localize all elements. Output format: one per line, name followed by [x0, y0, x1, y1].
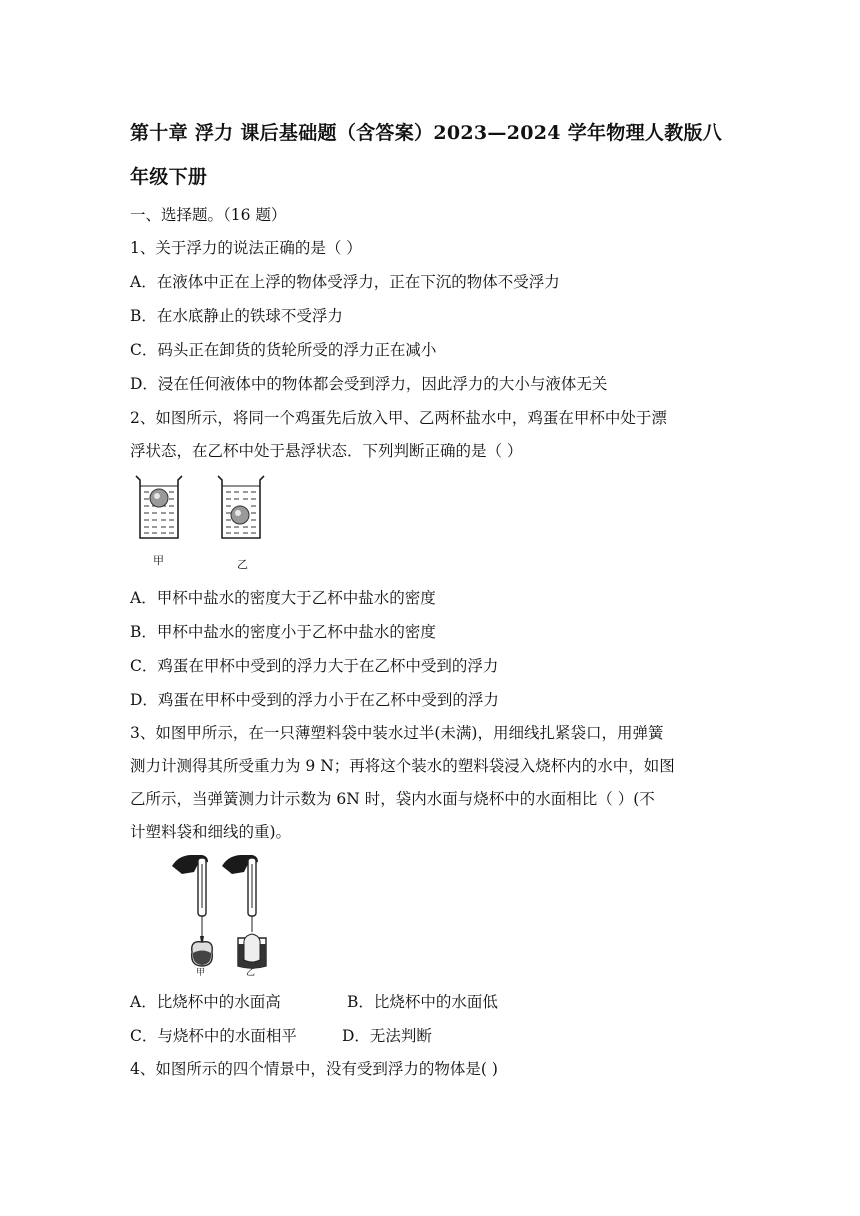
q1-option-a: A．在液体中正在上浮的物体受浮力，正在下沉的物体不受浮力 [130, 273, 560, 291]
q2-option-b: B．甲杯中盐水的密度小于乙杯中盐水的密度 [130, 623, 436, 641]
q2-stem-line-1: 2、如图所示，将同一个鸡蛋先后放入甲、乙两杯盐水中，鸡蛋在甲杯中处于漂 [130, 409, 667, 427]
q2-stem-line-2: 浮状态，在乙杯中处于悬浮状态．下列判断正确的是（ ） [130, 442, 523, 460]
q3-stem-line-4: 计塑料袋和细线的重)。 [130, 823, 292, 841]
fig3-label-jia: 甲 [196, 968, 206, 978]
doc-title-line-1: 第十章 浮力 课后基础题（含答案）2023—2024 学年物理人教版八 [130, 122, 723, 144]
fig2-label-jia: 甲 [153, 554, 164, 567]
q3-stem-line-2: 测力计测得其所受重力为 9 N；再将这个装水的塑料袋浸入烧杯内的水中，如图 [130, 757, 675, 775]
q1-option-d: D．浸在任何液体中的物体都会受到浮力，因此浮力的大小与液体无关 [130, 375, 608, 393]
q1-option-c: C．码头正在卸货的货轮所受的浮力正在减小 [130, 341, 437, 359]
q1-option-b: B．在水底静止的铁球不受浮力 [130, 307, 343, 325]
q2-option-c: C．鸡蛋在甲杯中受到的浮力大于在乙杯中受到的浮力 [130, 657, 499, 675]
q2-option-d: D．鸡蛋在甲杯中受到的浮力小于在乙杯中受到的浮力 [130, 691, 499, 709]
q2-option-a: A．甲杯中盐水的密度大于乙杯中盐水的密度 [130, 589, 436, 607]
q3-option-b: B．比烧杯中的水面低 [347, 993, 498, 1011]
q3-stem-line-3: 乙所示，当弹簧测力计示数为 6N 时，袋内水面与烧杯中的水面相比（ ）(不 [130, 790, 655, 808]
fig3-label-yi: 乙 [246, 968, 256, 978]
section-heading: 一、选择题。（16 题） [130, 206, 287, 224]
q3-stem-line-1: 3、如图甲所示，在一只薄塑料袋中装水过半(未满)，用细线扎紧袋口，用弹簧 [130, 724, 664, 742]
spring-scale-bag-figure [168, 852, 278, 974]
q1-stem: 1、关于浮力的说法正确的是（ ） [130, 239, 362, 257]
q3-option-d: D．无法判断 [342, 1027, 432, 1045]
scale-yi [222, 855, 266, 968]
beaker-yi [218, 476, 264, 538]
fig2-label-yi: 乙 [237, 558, 248, 571]
q3-option-a: A．比烧杯中的水面高 [130, 993, 281, 1011]
scale-jia [172, 855, 212, 966]
q4-stem: 4、如图所示的四个情景中，没有受到浮力的物体是( ) [130, 1060, 498, 1078]
beakers-egg-figure [130, 472, 280, 547]
doc-title-line-2: 年级下册 [130, 166, 208, 188]
q3-option-c: C．与烧杯中的水面相平 [130, 1027, 297, 1045]
beaker-jia [136, 476, 182, 538]
